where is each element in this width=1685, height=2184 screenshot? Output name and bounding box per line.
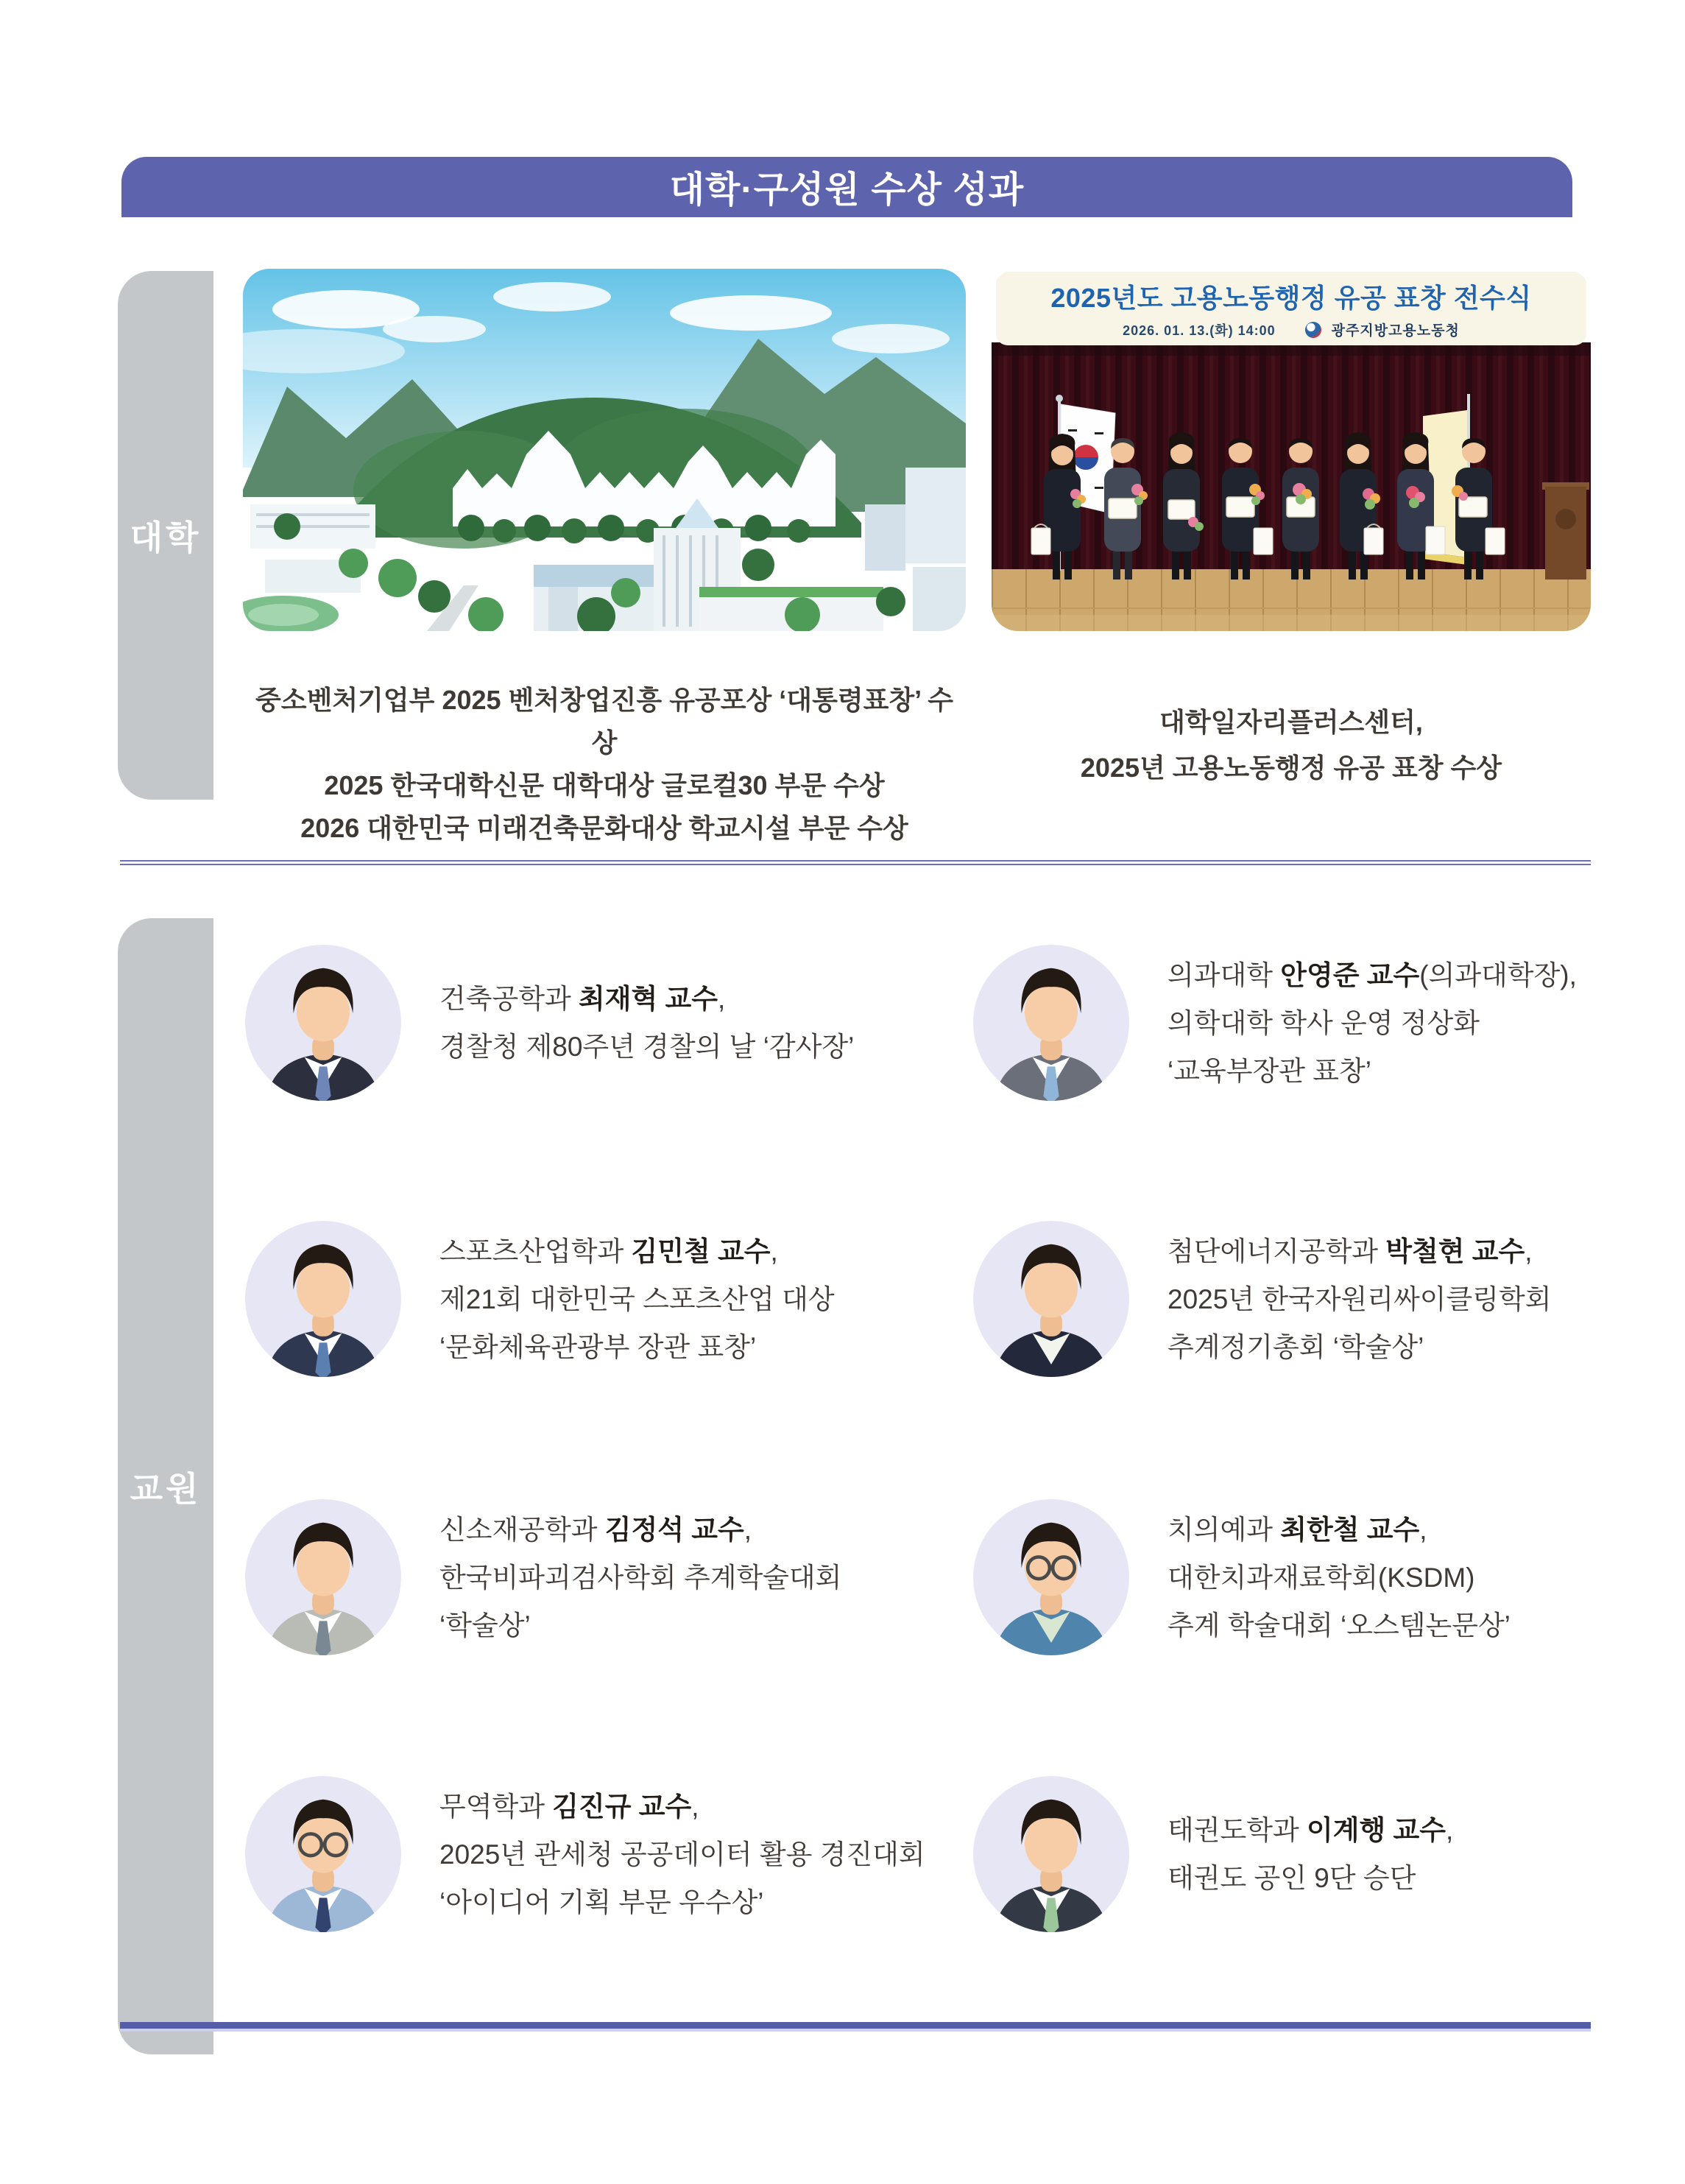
- name-suffix: ,: [718, 984, 726, 1014]
- tab-university-label: 대학: [130, 518, 202, 557]
- professor-name: 김진규 교수: [552, 1791, 692, 1822]
- professor-name: 김정석 교수: [604, 1514, 744, 1545]
- faculty-entry: [973, 945, 1577, 1101]
- faculty-entry: [245, 1499, 841, 1655]
- professor-name: 김민철 교수: [631, 1236, 771, 1267]
- page-title-bar: [121, 157, 1572, 217]
- faculty-entry: [245, 945, 854, 1101]
- tab-faculty: [118, 918, 213, 2054]
- campus-scene: [243, 269, 966, 631]
- university-awards-right: [992, 700, 1591, 791]
- award-desc: ‘문화체육관광부 장관 표창’: [439, 1331, 757, 1362]
- professor-photo: [245, 1776, 401, 1932]
- award-desc: ‘교육부장관 표창’: [1168, 1055, 1371, 1086]
- professor-name: 최한철 교수: [1280, 1514, 1420, 1545]
- award-desc: ‘학술상’: [439, 1610, 531, 1641]
- moel-logo-icon: [1305, 322, 1321, 338]
- professor-name: 최재혁 교수: [579, 984, 718, 1014]
- professor-photo: [973, 945, 1129, 1101]
- award-line: 2026 대한민국 미래건축문화대상 학교시설 부문 수상: [300, 813, 908, 843]
- award-desc: 태권도 공인 9단 승단: [1168, 1863, 1416, 1893]
- name-suffix: ,: [770, 1236, 778, 1267]
- award-desc: 한국비파괴검사학회 추계학술대회: [439, 1562, 842, 1593]
- name-suffix: ,: [743, 1514, 752, 1545]
- professor-photo: [245, 1221, 401, 1377]
- tab-faculty-label: 교원: [130, 1469, 202, 1508]
- page-title: 대학·구성원 수상 성과: [669, 170, 1025, 210]
- dept-label: 무역학과: [439, 1791, 553, 1822]
- award-desc: ‘아이디어 기획 부문 우수상’: [439, 1887, 764, 1917]
- dept-label: 신소재공학과: [439, 1514, 605, 1545]
- award-desc: 추계 학술대회 ‘오스템논문상’: [1168, 1610, 1511, 1641]
- award-desc: 제21회 대한민국 스포츠산업 대상: [439, 1283, 835, 1314]
- dept-label: 치의예과: [1168, 1514, 1281, 1545]
- award-line: 대학일자리플러스센터,: [1159, 707, 1423, 737]
- ceremony-banner-datetime: 2026. 01. 13.(화) 14:00: [1123, 323, 1276, 338]
- professor-name: 안영준 교수: [1280, 959, 1420, 990]
- professor-photo: [245, 1499, 401, 1655]
- award-desc: 의학대학 학사 운영 정상화: [1168, 1007, 1480, 1038]
- name-suffix: (의과대학장),: [1419, 959, 1577, 990]
- dept-label: 스포츠산업학과: [439, 1236, 632, 1267]
- professor-name: 박철현 교수: [1385, 1236, 1525, 1267]
- professor-photo: [245, 945, 401, 1101]
- award-line: 중소벤처기업부 2025 벤처창업진흥 유공포상 ‘대통령표창’ 수상: [255, 685, 953, 758]
- dept-label: 의과대학: [1168, 959, 1281, 990]
- name-suffix: ,: [1419, 1514, 1427, 1545]
- dept-label: 첨단에너지공학과: [1168, 1236, 1386, 1267]
- ceremony-photo: [992, 269, 1591, 631]
- faculty-entry: [973, 1776, 1453, 1932]
- award-desc: 2025년 관세청 공공데이터 활용 경진대회: [439, 1839, 925, 1870]
- professor-photo: [973, 1499, 1129, 1655]
- professor-photo: [973, 1221, 1129, 1377]
- name-suffix: ,: [691, 1791, 699, 1822]
- award-desc: 대한치과재료학회(KSDM): [1168, 1562, 1475, 1593]
- ceremony-banner-title: 2025년도 고용노동행정 유공 표창 전수식: [1050, 283, 1532, 313]
- professor-name: 이계행 교수: [1307, 1815, 1446, 1845]
- university-awards-left: [243, 679, 966, 850]
- dept-label: 건축공학과: [439, 984, 579, 1014]
- faculty-entry: [245, 1776, 925, 1932]
- award-line: 2025년 고용노동행정 유공 표창 수상: [1080, 753, 1502, 783]
- dept-label: 태권도학과: [1168, 1815, 1307, 1845]
- name-suffix: ,: [1446, 1815, 1454, 1845]
- award-desc: 2025년 한국자원리싸이클링학회: [1168, 1283, 1552, 1314]
- award-desc: 추계정기총회 ‘학술상’: [1168, 1331, 1424, 1362]
- ceremony-banner-org: 광주지방고용노동청: [1331, 323, 1460, 339]
- faculty-entry: [973, 1221, 1552, 1377]
- tab-university: [118, 271, 213, 800]
- ceremony-banner: [996, 272, 1586, 345]
- faculty-entry: [973, 1499, 1511, 1655]
- section-divider: [120, 860, 1591, 865]
- professor-photo: [973, 1776, 1129, 1932]
- faculty-entry: [245, 1221, 835, 1377]
- award-desc: 경찰청 제80주년 경찰의 날 ‘감사장’: [439, 1032, 855, 1062]
- bottom-divider: [120, 2022, 1591, 2029]
- campus-aerial-photo: [243, 269, 966, 631]
- award-line: 2025 한국대학신문 대학대상 글로컬30 부문 수상: [324, 770, 885, 800]
- name-suffix: ,: [1525, 1236, 1533, 1267]
